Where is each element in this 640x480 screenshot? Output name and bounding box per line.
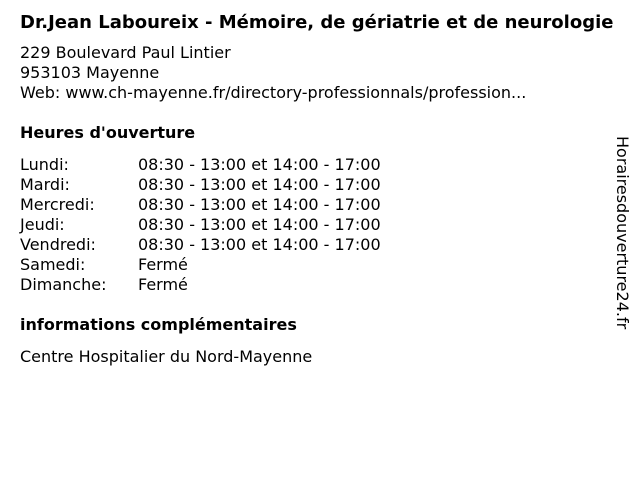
info-text: Centre Hospitalier du Nord-Mayenne	[20, 347, 313, 366]
hours-table	[20, 155, 620, 295]
hours-row-tuesday	[20, 175, 620, 195]
day-label: Lundi:	[20, 155, 69, 174]
day-hours: 08:30 - 13:00 et 14:00 - 17:00	[138, 175, 381, 194]
day-label: Mardi:	[20, 175, 70, 194]
day-hours: 08:30 - 13:00 et 14:00 - 17:00	[138, 195, 381, 214]
day-hours: 08:30 - 13:00 et 14:00 - 17:00	[138, 235, 381, 254]
hours-row-friday	[20, 235, 620, 255]
day-label: Mercredi:	[20, 195, 95, 214]
address-city: 953103 Mayenne	[20, 63, 160, 82]
brand-watermark: Horairesdouverture24.fr	[613, 136, 632, 330]
hours-row-monday	[20, 155, 620, 175]
day-label: Vendredi:	[20, 235, 96, 254]
day-label: Dimanche:	[20, 275, 107, 294]
business-card	[20, 12, 620, 367]
page-title: Dr.Jean Laboureix - Mémoire, de gériatrie et de neurologie	[20, 12, 614, 33]
hours-row-sunday	[20, 275, 620, 295]
day-hours: Fermé	[138, 255, 188, 274]
info-heading: informations complémentaires	[20, 315, 297, 334]
address-block	[20, 43, 620, 103]
day-hours: 08:30 - 13:00 et 14:00 - 17:00	[138, 155, 381, 174]
website-line: Web: www.ch-mayenne.fr/directory-professionnals/profession...	[20, 83, 527, 102]
day-label: Jeudi:	[20, 215, 65, 234]
address-street: 229 Boulevard Paul Lintier	[20, 43, 231, 62]
day-label: Samedi:	[20, 255, 86, 274]
hours-heading: Heures d'ouverture	[20, 123, 196, 142]
hours-row-thursday	[20, 215, 620, 235]
day-hours: Fermé	[138, 275, 188, 294]
hours-row-wednesday	[20, 195, 620, 215]
day-hours: 08:30 - 13:00 et 14:00 - 17:00	[138, 215, 381, 234]
hours-row-saturday	[20, 255, 620, 275]
